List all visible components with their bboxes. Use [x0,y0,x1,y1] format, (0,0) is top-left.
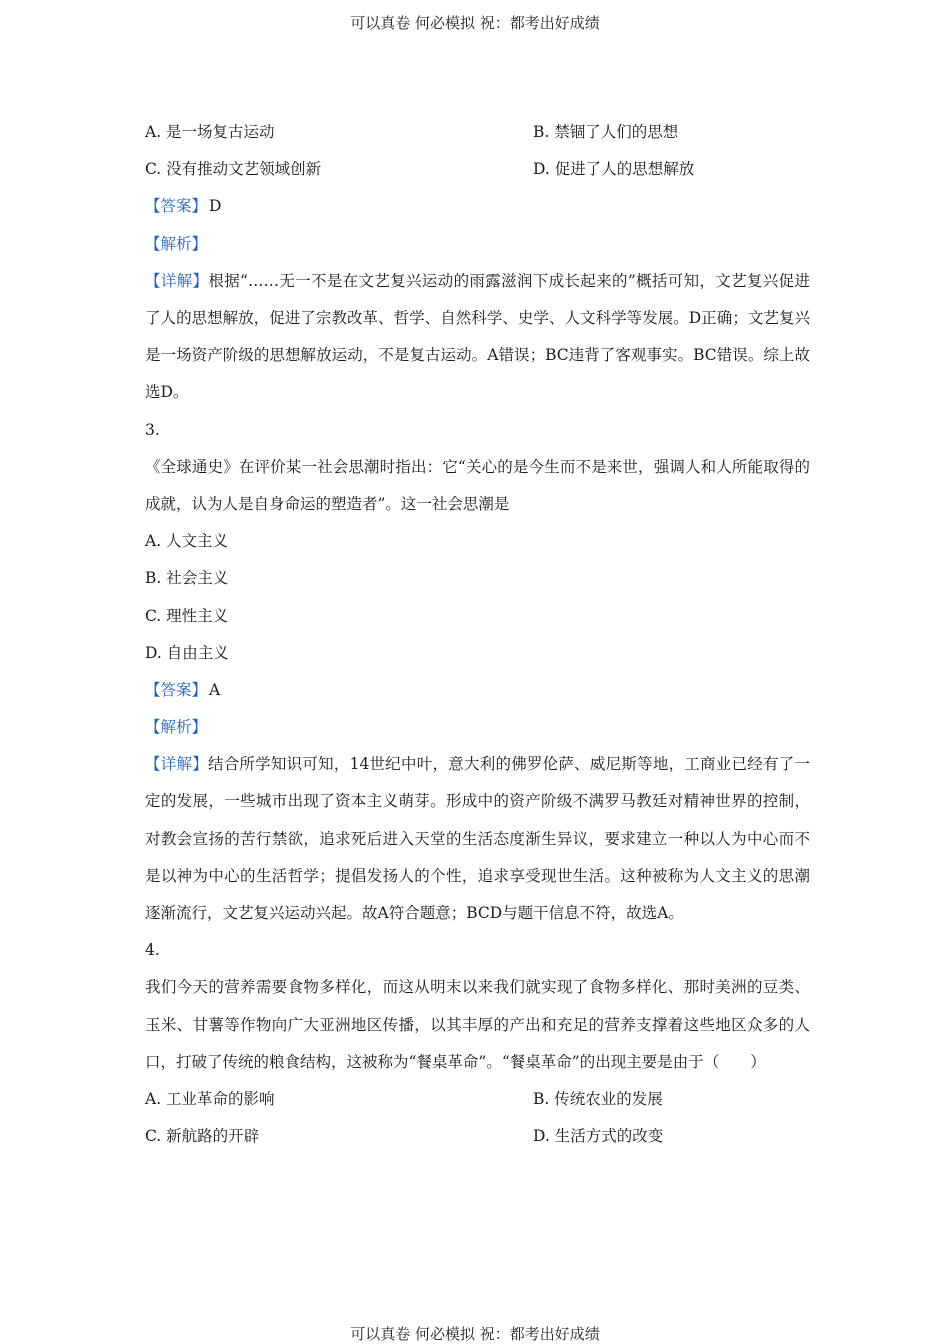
q2-answer [145,188,810,225]
page-header: 可以真卷 何必模拟 祝：都考出好成绩 [350,14,600,32]
q2-detail-text: 根据“……无一不是在文艺复兴运动的雨露滋润下成长起来的”概括可知，文艺复兴促进了人的思想解放，促进了宗教改革、哲学、自然科学、史学、人文科学等发展。D正确；文艺复兴是一场资产阶级的思想解放运动，不是复古运动。A错误；BC违背了客观事实。BC错误。综上故选D。 [145,271,810,402]
q2-option-c: C. 没有推动文艺领域创新 [145,160,322,179]
q4-option-b: B. 传统农业的发展 [533,1090,663,1109]
q2-option-a: A. 是一场复古运动 [145,123,275,141]
q3-detail-text: 结合所学知识可知，14世纪中叶，意大利的佛罗伦萨、威尼斯等地，工商业已经有了一定的发展，一些城市出现了资本主义萌芽。形成中的资产阶级不满罗马教廷对精神世界的控制，对教会宣扬的苦行禁欲，追求死后进入天堂的生活态度渐生异议，要求建立一种以人为中心而不是以神为中心的生活哲学；提倡发扬人的个性，追求享受现世生活。这种被称为人文主义的思潮逐渐流行，文艺复兴运动兴起。故A符合题意；BCD与题干信息不符，故选A。 [145,755,810,923]
q3-detail [145,746,810,932]
q2-analysis-tag: 【解析】 [145,234,208,253]
q2-options-row-2 [145,151,810,188]
q3-detail-tag: 【详解】 [145,755,208,774]
q2-analysis [145,226,810,263]
q4-stem: 我们今天的营养需要食物多样化，而这从明末以来我们就实现了食物多样化、那时美洲的豆类、玉米、甘薯等作物向广大亚洲地区传播，以其丰厚的产出和充足的营养支撑着这些地区众多的人口，打破了传统的粮食结构，这被称为“餐桌革命”。“餐桌革命”的出现主要是由于（ ） [145,978,810,1071]
q3-option-a: A. 人文主义 [145,532,229,551]
q4-option-c: C. 新航路的开辟 [145,1127,260,1146]
q4-number: 4. [145,941,160,960]
q3-option-b: B. 社会主义 [145,569,229,588]
q2-option-b: B. 禁锢了人们的思想 [533,123,679,141]
q4-option-d: D. 生活方式的改变 [533,1127,664,1146]
q2-answer-tag: 【答案】 [145,197,208,216]
q2-options-row-1 [145,114,810,151]
q4-option-a: A. 工业革命的影响 [145,1090,275,1109]
q3-analysis-tag: 【解析】 [145,718,208,737]
q3-answer-tag: 【答案】 [145,680,208,699]
q3-option-c: C. 理性主义 [145,606,229,625]
page-content [145,114,810,1155]
q3-answer [145,672,810,709]
q4-options-row-1 [145,1081,810,1118]
q2-answer-value: D [209,197,222,216]
page-footer: 可以真卷 何必模拟 祝：都考出好成绩 [350,1325,600,1343]
q3-number: 3. [145,420,160,439]
q2-option-d: D. 促进了人的思想解放 [533,160,695,179]
q3-analysis [145,709,810,746]
q3-option-d: D. 自由主义 [145,643,229,662]
q2-detail [145,263,810,412]
q3-stem: 《全球通史》在评价某一社会思潮时指出：它“关心的是今生而不是来世，强调人和人所能取得的成就，认为人是自身命运的塑造者”。这一社会思潮是 [145,457,810,513]
q4-options-row-2 [145,1118,810,1155]
q3-answer-value: A [209,680,221,699]
q2-detail-tag: 【详解】 [145,271,209,290]
